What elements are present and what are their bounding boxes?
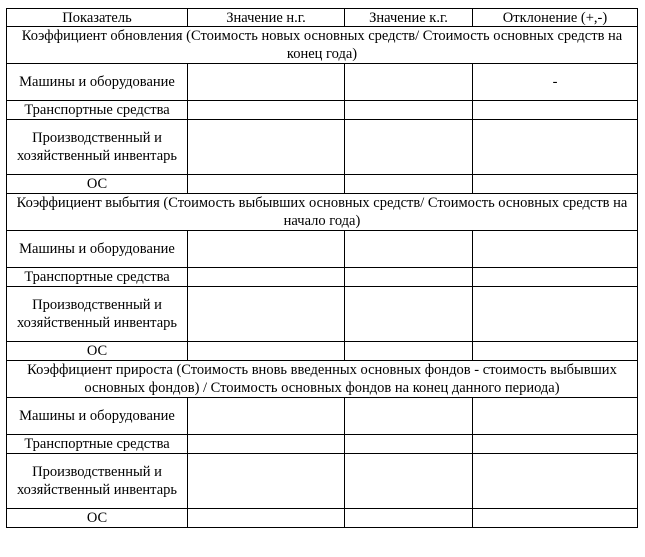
- start-value-cell: [188, 509, 345, 528]
- end-value-cell: [345, 120, 473, 175]
- end-value-cell: [345, 342, 473, 361]
- end-value-cell: [345, 454, 473, 509]
- section-row: [7, 194, 638, 231]
- section-row: [7, 27, 638, 64]
- end-value-cell: [345, 435, 473, 454]
- fixed-assets-coefficients-table: [6, 8, 638, 528]
- deviation-cell: [473, 435, 638, 454]
- row-label: Транспортные средства: [7, 435, 188, 454]
- header-indicator: Показатель: [7, 9, 188, 27]
- row-label: Транспортные средства: [7, 101, 188, 120]
- row-label: ОС: [7, 342, 188, 361]
- section-title-retirement: Коэффициент выбытия (Стоимость выбывших основных средств/ Стоимость основных средств на начало года): [7, 194, 638, 231]
- table-row: [7, 175, 638, 194]
- start-value-cell: [188, 101, 345, 120]
- end-value-cell: [345, 231, 473, 268]
- table-row: [7, 101, 638, 120]
- end-value-cell: [345, 509, 473, 528]
- row-label: Производственный и хозяйственный инвентарь: [7, 287, 188, 342]
- end-value-cell: [345, 101, 473, 120]
- deviation-cell: [473, 101, 638, 120]
- start-value-cell: [188, 342, 345, 361]
- table-row: [7, 287, 638, 342]
- table-row: [7, 120, 638, 175]
- start-value-cell: [188, 120, 345, 175]
- table-row: [7, 231, 638, 268]
- deviation-cell: [473, 268, 638, 287]
- deviation-cell: [473, 120, 638, 175]
- table-row: [7, 64, 638, 101]
- row-label: Производственный и хозяйственный инвентарь: [7, 454, 188, 509]
- start-value-cell: [188, 64, 345, 101]
- table-row: [7, 398, 638, 435]
- start-value-cell: [188, 175, 345, 194]
- header-end-value: Значение к.г.: [345, 9, 473, 27]
- row-label: Машины и оборудование: [7, 398, 188, 435]
- end-value-cell: [345, 398, 473, 435]
- end-value-cell: [345, 175, 473, 194]
- table-row: [7, 342, 638, 361]
- table-row: [7, 454, 638, 509]
- start-value-cell: [188, 231, 345, 268]
- start-value-cell: [188, 268, 345, 287]
- table-row: [7, 509, 638, 528]
- table-row: [7, 268, 638, 287]
- deviation-cell: [473, 231, 638, 268]
- row-label: Производственный и хозяйственный инвентарь: [7, 120, 188, 175]
- table-row: [7, 435, 638, 454]
- header-row: [7, 9, 638, 27]
- deviation-cell: [473, 175, 638, 194]
- deviation-cell: [473, 287, 638, 342]
- section-title-growth: Коэффициент прироста (Стоимость вновь введенных основных фондов - стоимость выбывших основных фондов) / Стоимость основных фондов на конец данного периода): [7, 361, 638, 398]
- row-label: Транспортные средства: [7, 268, 188, 287]
- header-start-value: Значение н.г.: [188, 9, 345, 27]
- deviation-cell: [473, 342, 638, 361]
- end-value-cell: [345, 268, 473, 287]
- row-label: ОС: [7, 175, 188, 194]
- end-value-cell: [345, 287, 473, 342]
- start-value-cell: [188, 398, 345, 435]
- start-value-cell: [188, 454, 345, 509]
- section-row: [7, 361, 638, 398]
- section-title-renewal: Коэффициент обновления (Стоимость новых основных средств/ Стоимость основных средств на конец года): [7, 27, 638, 64]
- end-value-cell: [345, 64, 473, 101]
- header-deviation: Отклонение (+,-): [473, 9, 638, 27]
- row-label: Машины и оборудование: [7, 231, 188, 268]
- deviation-cell: [473, 454, 638, 509]
- row-label: Машины и оборудование: [7, 64, 188, 101]
- deviation-cell: -: [473, 64, 638, 101]
- start-value-cell: [188, 287, 345, 342]
- start-value-cell: [188, 435, 345, 454]
- row-label: ОС: [7, 509, 188, 528]
- deviation-cell: [473, 398, 638, 435]
- deviation-cell: [473, 509, 638, 528]
